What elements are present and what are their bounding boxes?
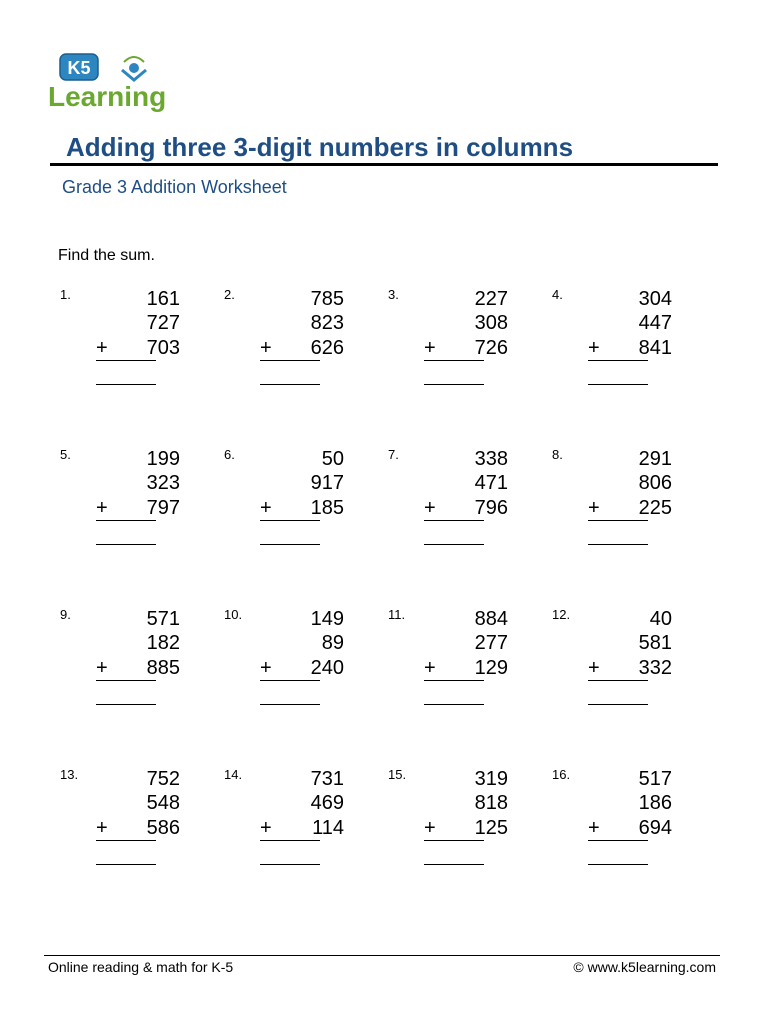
plus-sign: +	[588, 497, 600, 519]
addend-3: 841	[638, 337, 672, 359]
sum-line	[424, 840, 484, 841]
problem-number: 5.	[60, 447, 71, 462]
sum-line	[588, 680, 648, 681]
problem-number: 2.	[224, 287, 235, 302]
addition-problem	[224, 287, 344, 397]
sum-line	[96, 840, 156, 841]
plus-sign: +	[96, 657, 108, 679]
problem-number: 14.	[224, 767, 243, 782]
addend-1: 752	[146, 768, 180, 790]
addition-problem	[388, 767, 508, 877]
addition-problem	[60, 447, 180, 557]
addend-1: 149	[310, 608, 344, 630]
plus-sign: +	[424, 817, 436, 839]
problem-number: 3.	[388, 287, 399, 302]
sum-line	[260, 840, 320, 841]
answer-blank[interactable]	[424, 864, 484, 865]
addend-3: 586	[146, 817, 180, 839]
addend-1: 304	[638, 288, 672, 310]
sum-line	[260, 360, 320, 361]
addition-problem	[552, 447, 672, 557]
sum-line	[96, 680, 156, 681]
answer-blank[interactable]	[424, 384, 484, 385]
addend-3: 125	[474, 817, 508, 839]
problem-number: 11.	[388, 607, 406, 622]
addend-3: 797	[146, 497, 180, 519]
plus-sign: +	[424, 657, 436, 679]
addend-1: 785	[310, 288, 344, 310]
addend-2: 186	[638, 792, 672, 814]
sum-line	[588, 840, 648, 841]
problem-number: 16.	[552, 767, 571, 782]
sum-line	[260, 680, 320, 681]
addition-problem	[224, 447, 344, 557]
title-divider	[50, 163, 718, 166]
addend-3: 185	[310, 497, 344, 519]
problem-number: 1.	[60, 287, 71, 302]
answer-blank[interactable]	[96, 384, 156, 385]
addend-2: 823	[310, 312, 344, 334]
addition-problem	[388, 287, 508, 397]
addend-3: 240	[310, 657, 344, 679]
problem-number: 12.	[552, 607, 571, 622]
problem-number: 10.	[224, 607, 243, 622]
addend-1: 517	[638, 768, 672, 790]
problem-number: 8.	[552, 447, 563, 462]
problem-number: 4.	[552, 287, 563, 302]
problem-number: 13.	[60, 767, 79, 782]
answer-blank[interactable]	[260, 384, 320, 385]
addend-3: 694	[638, 817, 672, 839]
addend-1: 319	[474, 768, 508, 790]
problem-number: 7.	[388, 447, 399, 462]
plus-sign: +	[260, 817, 272, 839]
footer-website: © www.k5learning.com	[573, 959, 716, 975]
logo-word-text: Learning	[48, 81, 167, 112]
addend-1: 40	[649, 608, 672, 630]
addition-problem	[60, 607, 180, 717]
sum-line	[588, 360, 648, 361]
addend-3: 703	[146, 337, 180, 359]
k5-learning-logo	[48, 50, 188, 116]
addition-problem	[60, 767, 180, 877]
instructions: Find the sum.	[58, 247, 155, 264]
plus-sign: +	[588, 817, 600, 839]
answer-blank[interactable]	[96, 544, 156, 545]
addend-1: 338	[474, 448, 508, 470]
addend-2: 471	[474, 472, 508, 494]
addition-problem	[388, 447, 508, 557]
addition-problem	[388, 607, 508, 717]
addition-problem	[552, 607, 672, 717]
answer-blank[interactable]	[424, 544, 484, 545]
worksheet-title: Adding three 3-digit numbers in columns	[66, 132, 574, 162]
addend-2: 548	[146, 792, 180, 814]
problem-number: 15.	[388, 767, 407, 782]
sum-line	[96, 520, 156, 521]
addend-3: 114	[312, 817, 344, 839]
addend-3: 796	[474, 497, 508, 519]
addend-3: 626	[310, 337, 344, 359]
addend-1: 731	[310, 768, 344, 790]
addend-2: 806	[638, 472, 672, 494]
plus-sign: +	[588, 657, 600, 679]
plus-sign: +	[588, 337, 600, 359]
sum-line	[424, 680, 484, 681]
logo-badge-text: K5	[67, 58, 91, 78]
addend-1: 571	[146, 608, 180, 630]
plus-sign: +	[96, 497, 108, 519]
addend-2: 727	[146, 312, 180, 334]
sum-line	[424, 520, 484, 521]
addend-2: 323	[146, 472, 180, 494]
answer-blank[interactable]	[588, 704, 648, 705]
plus-sign: +	[260, 657, 272, 679]
addend-2: 469	[310, 792, 344, 814]
addend-2: 581	[638, 632, 672, 654]
addend-2: 447	[638, 312, 672, 334]
sum-line	[424, 360, 484, 361]
footer-tagline: Online reading & math for K-5	[48, 959, 234, 975]
answer-blank[interactable]	[588, 864, 648, 865]
sum-line	[260, 520, 320, 521]
problem-number: 6.	[224, 447, 235, 462]
addend-2: 917	[310, 472, 344, 494]
addend-3: 726	[474, 337, 508, 359]
plus-sign: +	[96, 337, 108, 359]
addend-1: 199	[146, 448, 180, 470]
answer-blank[interactable]	[424, 704, 484, 705]
worksheet-subtitle: Grade 3 Addition Worksheet	[62, 177, 287, 197]
answer-blank[interactable]	[260, 544, 320, 545]
plus-sign: +	[424, 337, 436, 359]
sum-line	[96, 360, 156, 361]
answer-blank[interactable]	[260, 704, 320, 705]
addition-problem	[60, 287, 180, 397]
addend-3: 332	[638, 657, 672, 679]
addition-problem	[552, 287, 672, 397]
addend-3: 129	[474, 657, 508, 679]
addition-problem	[224, 607, 344, 717]
addend-2: 308	[474, 312, 508, 334]
addition-problem	[224, 767, 344, 877]
answer-blank[interactable]	[588, 544, 648, 545]
addend-2: 818	[474, 792, 508, 814]
addend-1: 161	[146, 288, 180, 310]
answer-blank[interactable]	[96, 704, 156, 705]
addend-2: 89	[321, 632, 344, 654]
addend-1: 227	[474, 288, 508, 310]
addend-1: 50	[321, 448, 344, 470]
problem-number: 9.	[60, 607, 71, 622]
addend-3: 225	[638, 497, 672, 519]
answer-blank[interactable]	[260, 864, 320, 865]
addend-1: 291	[638, 448, 672, 470]
plus-sign: +	[96, 817, 108, 839]
footer-divider	[44, 955, 720, 956]
addition-problem	[552, 767, 672, 877]
addend-1: 884	[474, 608, 508, 630]
sum-line	[588, 520, 648, 521]
plus-sign: +	[260, 337, 272, 359]
answer-blank[interactable]	[588, 384, 648, 385]
answer-blank[interactable]	[96, 864, 156, 865]
plus-sign: +	[260, 497, 272, 519]
plus-sign: +	[424, 497, 436, 519]
addend-3: 885	[146, 657, 180, 679]
addend-2: 182	[146, 632, 180, 654]
addend-2: 277	[474, 632, 508, 654]
